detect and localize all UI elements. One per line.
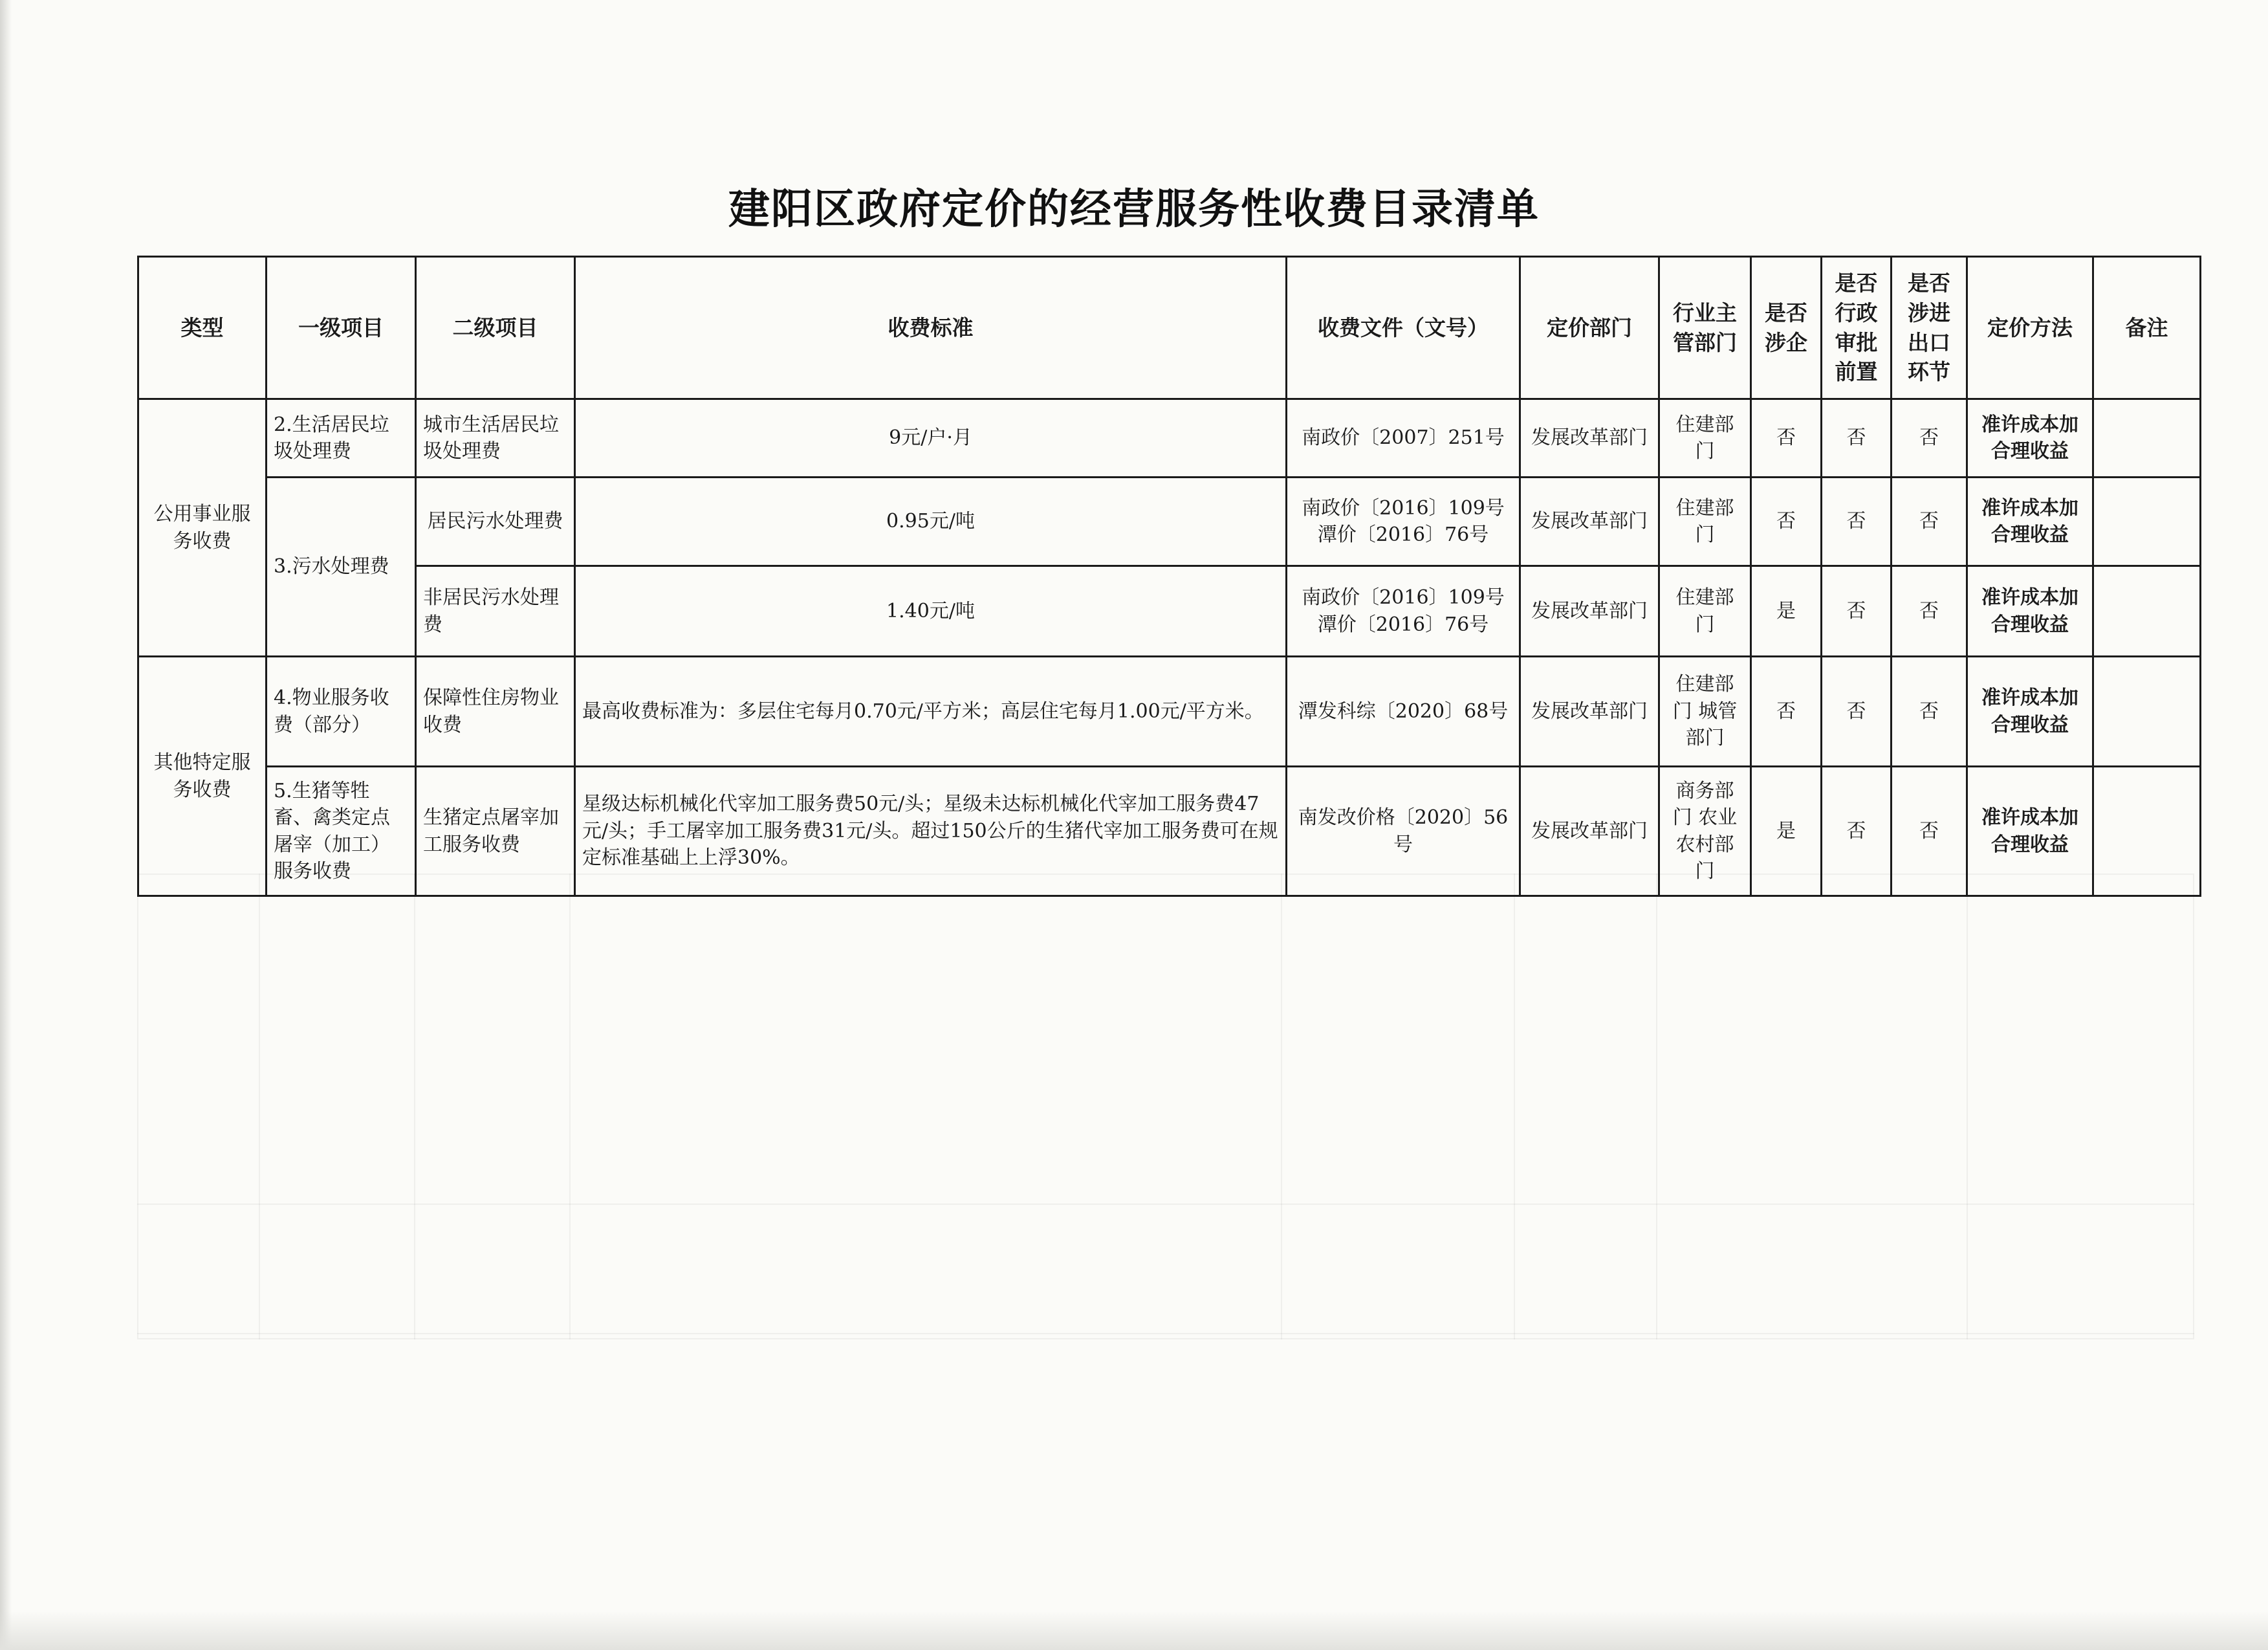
industry-dept-cell: 住建部门 xyxy=(1659,399,1751,478)
industry-dept-cell: 商务部门 农业农村部门 xyxy=(1659,767,1751,896)
level2-cell: 非居民污水处理费 xyxy=(416,566,575,657)
industry-dept-cell: 住建部门 xyxy=(1659,566,1751,657)
table-row xyxy=(138,399,2201,478)
document-cell: 南政价〔2007〕251号 xyxy=(1287,399,1520,478)
admin-approval-cell: 否 xyxy=(1822,657,1892,767)
scan-edge-shadow xyxy=(0,0,12,1650)
document-cell: 南政价〔2016〕109号 潭价〔2016〕76号 xyxy=(1287,478,1520,566)
level2-cell: 保障性住房物业收费 xyxy=(416,657,575,767)
header-admin-approval-prerequisite: 是否行政审批前置 xyxy=(1822,257,1892,399)
standard-cell: 星级达标机械化代宰加工服务费50元/头；星级未达标机械化代宰加工服务费47元/头；手工屠宰加工服务费31元/头。超过150公斤的生猪代宰加工服务费可在规定标准基础上上浮30%。 xyxy=(575,767,1287,896)
level2-cell: 居民污水处理费 xyxy=(416,478,575,566)
pricing-method-cell: 准许成本加合理收益 xyxy=(1967,478,2093,566)
standard-cell: 1.40元/吨 xyxy=(575,566,1287,657)
remark-cell xyxy=(2093,566,2201,657)
pricing-method-cell: 准许成本加合理收益 xyxy=(1967,399,2093,478)
industry-dept-cell: 住建部门 城管部门 xyxy=(1659,657,1751,767)
import-export-cell: 否 xyxy=(1892,566,1967,657)
table-row xyxy=(138,478,2201,566)
enterprise-cell: 是 xyxy=(1751,566,1822,657)
reverse-side-line xyxy=(569,874,571,1339)
pricing-dept-cell: 发展改革部门 xyxy=(1520,478,1659,566)
table-header-row xyxy=(138,257,2201,399)
import-export-cell: 否 xyxy=(1892,657,1967,767)
enterprise-cell: 否 xyxy=(1751,657,1822,767)
enterprise-cell: 是 xyxy=(1751,767,1822,896)
header-involves-enterprise: 是否涉企 xyxy=(1751,257,1822,399)
reverse-side-line xyxy=(414,874,415,1339)
pricing-dept-cell: 发展改革部门 xyxy=(1520,566,1659,657)
level1-cell: 5.生猪等牲畜、禽类定点屠宰（加工）服务收费 xyxy=(267,767,416,896)
reverse-side-line xyxy=(1281,874,1282,1339)
pricing-dept-cell: 发展改革部门 xyxy=(1520,657,1659,767)
header-fee-standard: 收费标准 xyxy=(575,257,1287,399)
reverse-side-line xyxy=(1967,874,1968,1339)
category-cell: 公用事业服务收费 xyxy=(138,399,267,657)
pricing-dept-cell: 发展改革部门 xyxy=(1520,399,1659,478)
table-row xyxy=(138,767,2201,896)
header-import-export: 是否涉进出口环节 xyxy=(1892,257,1967,399)
import-export-cell: 否 xyxy=(1892,478,1967,566)
remark-cell xyxy=(2093,399,2201,478)
scan-bottom-shadow xyxy=(0,1611,2268,1650)
enterprise-cell: 否 xyxy=(1751,478,1822,566)
industry-dept-cell: 住建部门 xyxy=(1659,478,1751,566)
header-pricing-method: 定价方法 xyxy=(1967,257,2093,399)
import-export-cell: 否 xyxy=(1892,399,1967,478)
pricing-method-cell: 准许成本加合理收益 xyxy=(1967,566,2093,657)
import-export-cell: 否 xyxy=(1892,767,1967,896)
admin-approval-cell: 否 xyxy=(1822,399,1892,478)
header-industry-department: 行业主管部门 xyxy=(1659,257,1751,399)
level1-cell: 4.物业服务收费（部分） xyxy=(267,657,416,767)
header-level2-item: 二级项目 xyxy=(416,257,575,399)
category-cell: 其他特定服务收费 xyxy=(138,657,267,896)
reverse-side-line xyxy=(1656,874,1657,1339)
header-remark: 备注 xyxy=(2093,257,2201,399)
fee-catalog-table xyxy=(137,256,2201,897)
document-cell: 南政价〔2016〕109号 潭价〔2016〕76号 xyxy=(1287,566,1520,657)
level1-cell: 3.污水处理费 xyxy=(267,478,416,657)
document-cell: 南发改价格〔2020〕56号 xyxy=(1287,767,1520,896)
level2-cell: 生猪定点屠宰加工服务收费 xyxy=(416,767,575,896)
reverse-side-line xyxy=(137,1333,2194,1334)
admin-approval-cell: 否 xyxy=(1822,767,1892,896)
pricing-dept-cell: 发展改革部门 xyxy=(1520,767,1659,896)
level2-cell: 城市生活居民垃圾处理费 xyxy=(416,399,575,478)
reverse-side-line xyxy=(1514,874,1515,1339)
reverse-side-line xyxy=(259,874,260,1339)
remark-cell xyxy=(2093,657,2201,767)
pricing-method-cell: 准许成本加合理收益 xyxy=(1967,767,2093,896)
reverse-side-line xyxy=(137,1204,2194,1205)
header-pricing-department: 定价部门 xyxy=(1520,257,1659,399)
table-row xyxy=(138,657,2201,767)
pricing-method-cell: 准许成本加合理收益 xyxy=(1967,657,2093,767)
standard-cell: 0.95元/吨 xyxy=(575,478,1287,566)
table-row xyxy=(138,566,2201,657)
enterprise-cell: 否 xyxy=(1751,399,1822,478)
admin-approval-cell: 否 xyxy=(1822,566,1892,657)
standard-cell: 9元/户·月 xyxy=(575,399,1287,478)
document-title: 建阳区政府定价的经营服务性收费目录清单 xyxy=(728,185,1540,234)
reverse-side-show-through xyxy=(137,874,2194,1339)
remark-cell xyxy=(2093,767,2201,896)
header-category: 类型 xyxy=(138,257,267,399)
admin-approval-cell: 否 xyxy=(1822,478,1892,566)
header-fee-document: 收费文件（文号） xyxy=(1287,257,1520,399)
header-level1-item: 一级项目 xyxy=(267,257,416,399)
standard-cell: 最高收费标准为：多层住宅每月0.70元/平方米；高层住宅每月1.00元/平方米。 xyxy=(575,657,1287,767)
remark-cell xyxy=(2093,478,2201,566)
document-cell: 潭发科综〔2020〕68号 xyxy=(1287,657,1520,767)
level1-cell: 2.生活居民垃圾处理费 xyxy=(267,399,416,478)
